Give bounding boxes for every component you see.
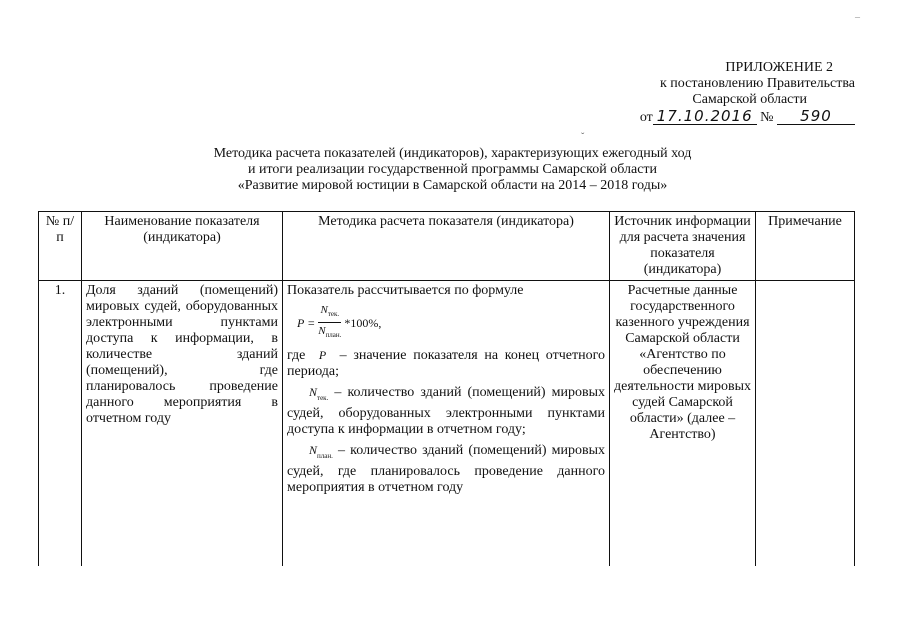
row-method [283,281,610,566]
definition-n-current: $N_{тек.}$ – количество зданий (помещений) мировых судей, оборудованных электронными пунктами доступа к информации в отчетном году; [287,385,606,438]
tick-mark: ˇ [581,132,585,143]
method-intro: Показатель рассчитывается по формуле [287,283,524,298]
handwritten-date: 17.10.2016 [653,108,757,125]
appendix-title: ПРИЛОЖЕНИЕ 2 [725,60,833,75]
appendix-block [600,60,855,126]
corner-mark: – [855,12,860,23]
heading-line1: Методика расчета показателей (индикаторов), характеризующих ежегодный ход [213,146,692,161]
document-heading [120,146,785,194]
indicators-table [38,211,855,566]
header-source: Источник информации для расчета значения показателя (индикатора) [610,212,756,281]
appendix-line2: Самарской области [692,92,807,107]
definition-n-planned: $N_{план.}$ – количество зданий (помещений) мировых судей, где планировалось проведение данного мероприятия в отчетном году [287,443,606,495]
header-method: Методика расчета показателя (индикатора) [283,212,610,281]
formula-lhs: P = [297,315,316,330]
row-source: Расчетные данные государственного казенного учреждения Самарской области «Агентство по обеспечению деятельности мировых судей Самарской области» (далее – Агентство) [610,281,756,566]
row-name: Доля зданий (помещений) мировых судей, оборудованных электронными пунктами доступа к информации, в количестве зданий (помещений), где планировалось проведение данного мероприятия в отчетном году [82,281,283,566]
formula [297,302,605,343]
header-note: Примечание [756,212,855,281]
row-note [756,281,855,566]
heading-line3: «Развитие мировой юстиции в Самарской области на 2014 – 2018 годы» [237,178,668,193]
formula-rhs: *100%, [344,315,382,330]
row-num: 1. [39,281,82,566]
handwritten-number: 590 [777,108,855,125]
formula-denominator: $N_{план.}$ [318,325,342,340]
formula-fraction [318,302,341,343]
number-prefix: № [760,110,774,125]
table-row [39,281,855,566]
table-header-row [39,212,855,281]
formula-numerator: $N_{тек.}$ [318,302,341,323]
appendix-line1: к постановлению Правительства [659,76,855,91]
heading-line2: и итоги реализации государственной программы Самарской области [247,162,658,177]
date-prefix: от [639,110,653,125]
header-name: Наименование показателя (индикатора) [82,212,283,281]
appendix-date-row [600,108,855,126]
header-num: № п/п [39,212,82,281]
definition-p: где P – значение показателя на конец отчетного периода; [287,348,606,380]
